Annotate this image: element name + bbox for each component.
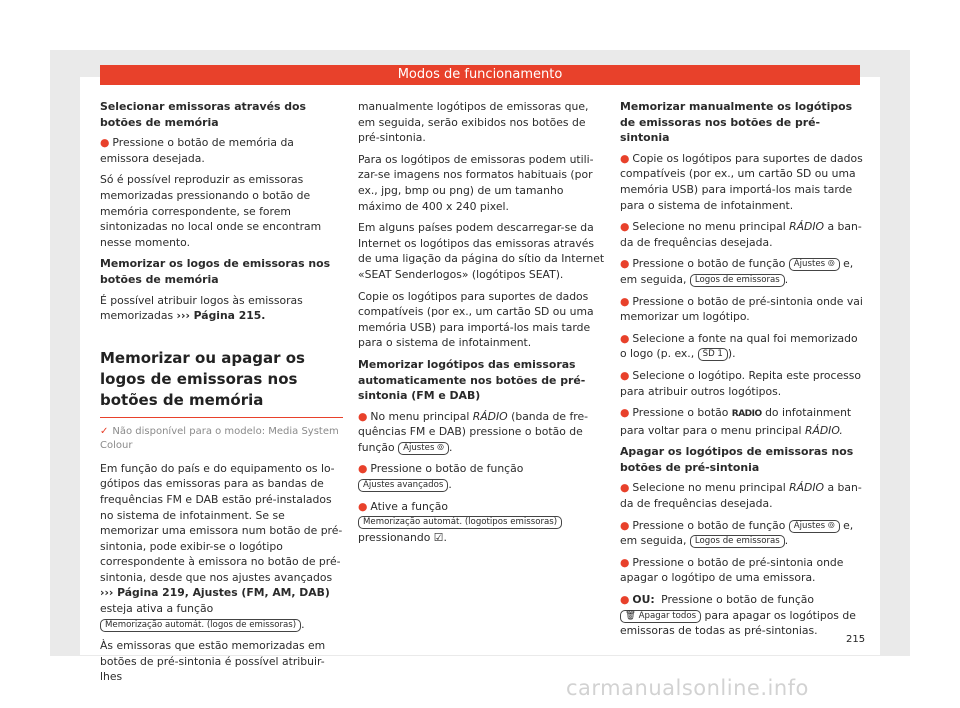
heading-memorize-logos: Memorizar os logos de emissoras nos botões de memória [100,257,331,286]
bullet-icon: ● [620,257,630,271]
function-button-logos-emissoras[interactable]: Logos de emissoras [690,535,785,548]
paragraph: Copie os logótipos para suportes de dados compatíveis (por ex., um cartão SD ou uma memória USB) para importá-los mais tarde para o sistema de infotainment. [358,289,594,350]
radio-waves-icon: ⦾ [827,520,835,531]
heading-auto-logos: Memorizar logótipos das emissoras automaticamente nos botões de pré-sintonia (FM e DAB) [358,357,586,403]
bullet-icon: ● [100,136,110,150]
paragraph: Em função do país e do equipamento os logótipos das emissoras para as bandas de frequências FM e DAB estão pré-instalados no sistema de infotainment. Se se memorizar uma emissora num botão de pré-sintonia, pode exibir-se o logótipo correspondente à emissora no botão de pré-sintonia, desde que nos ajustes avançados ››› Página 219, Ajustes (FM, AM, DAB) esteja ativa a função Memorização automát. (logos de emissoras) . [100,461,343,631]
list-item: ● OU: Pressione o botão de função 🗑 Apagar todos para apagar os logótipos de emissoras de todas as pré-sintonias. [620,593,856,638]
bullet-icon: ● [620,406,630,420]
trash-icon: 🗑 [625,610,636,621]
watermark: carmanualsonline.info [566,676,809,700]
paragraph: Às emissoras que estão memorizadas em botões de pré-sintonia é possível atribuir-lhes [100,639,326,684]
heading-delete-logos: Apagar os logótipos de emissoras nos botões de pré-sintonia [620,445,854,474]
list-item: ● Copie os logótipos para suportes de dados compatíveis (por ex., um cartão SD ou uma memória USB) para importá-los mais tarde para o sistema de infotainment. [620,151,863,212]
paragraph: Em alguns países podem descarregar-se da Internet os logótipos das emissoras através de uma ligação da página do sítio da Internet «SEAT Senderlogos» (logótipos SEAT). [358,221,605,281]
function-button-memorizacao-automatica[interactable]: Memorização automát. (logotipos emissoras) [358,516,562,529]
list-item: ● Selecione no menu principal RÁDIO a banda de frequências desejada. [620,481,862,511]
function-button-ajustes[interactable]: Ajustes ⦾ [398,442,449,455]
checkbox-icon: ☑ [433,530,444,544]
bullet-icon: ● [620,593,630,607]
list-item: ● Ative a função Memorização automát. (logotipos emissoras) pressionando ☑. [358,499,606,546]
list-item: ● Selecione a fonte na qual foi memorizado o logo (p. ex., SD 1 ). [620,331,858,361]
function-button-ajustes[interactable]: Ajustes ⦾ [789,258,840,271]
list-item: ● Pressione o botão de função Ajustes avançados . [358,462,524,492]
list-item: ● Pressione o botão de função Ajustes ⦾ e, em seguida, Logos de emissoras . [620,518,854,548]
list-item: ● No menu principal RÁDIO (banda de frequências FM e DAB) pressione o botão de função Ajustes ⦾ . [358,409,589,454]
bullet-icon: ● [620,331,630,345]
function-button-memorizacao[interactable]: Memorização automát. (logos de emissoras) [100,619,301,632]
function-button-apagar-todos[interactable]: 🗑 Apagar todos [620,610,701,623]
page-reference-link[interactable]: ››› Página 215. [176,309,266,323]
list-item: ● Selecione o logótipo. Repita este processo para atribuir outros logótipos. [620,368,861,398]
bullet-icon: ● [620,481,630,495]
bullet-icon: ● [620,368,630,382]
heading-select-stations: Selecionar emissoras através dos botões de memória [100,100,306,129]
page-number: 215 [846,634,866,645]
availability-note: ✓ Não disponível para o modelo: Media System Colour [100,425,339,451]
function-button-sd1[interactable]: SD 1 [698,348,728,361]
heading-manual-logos: Memorizar manualmente os logótipos de emissoras nos botões de pré-sintonia [620,100,853,145]
paragraph: Para os logótipos de emissoras podem utilizar-se imagens nos formatos habituais (por ex., jpg, bmp ou png) de um tamanho máximo de 400 x 240 pixel. [358,152,594,213]
column-1 [100,99,343,691]
column-3 [620,99,866,645]
paragraph: É possível atribuir logos às emissoras memorizadas ››› Página 215. [100,293,303,323]
bullet-icon: ● [358,409,368,423]
bullet-icon: ● [358,462,368,476]
column-2 [358,99,606,551]
paragraph: Só é possível reproduzir as emissoras memorizadas pressionando o botão de memória correspondente, se forem sintonizadas no local onde se encontram nesse momento. [100,173,322,249]
function-button-ajustes-avancados[interactable]: Ajustes avançados [358,479,448,492]
bullet-icon: ● [620,220,630,234]
list-item: ● Selecione no menu principal RÁDIO a banda de frequências desejada. [620,220,862,249]
radio-waves-icon: ⦾ [827,259,835,270]
list-item: ● Pressione o botão de memória da emissora desejada. [100,136,294,165]
bullet-icon: ● [620,555,630,569]
radio-hardware-button: RADIO [731,409,762,420]
check-icon: ✓ [100,425,109,437]
bullet-icon: ● [358,499,368,513]
bullet-icon: ● [620,294,630,308]
section-title: Memorizar ou apagar os logos de emissoras nos botões de memória [100,338,343,418]
list-item: ● Pressione o botão RADIO do infotainment para voltar para o menu principal RÁDIO. [620,406,852,437]
bullet-icon: ● [620,518,630,532]
list-item: ● Pressione o botão de pré-sintonia onde apagar o logótipo de uma emissora. [620,555,844,585]
function-button-ajustes[interactable]: Ajustes ⦾ [789,520,840,533]
list-item: ● Pressione o botão de função Ajustes ⦾ e, em seguida, Logos de emissoras . [620,257,854,286]
page-reference-link[interactable]: ››› Página 219, Ajustes (FM, AM, DAB) [100,586,330,600]
radio-waves-icon: ⦾ [437,442,445,453]
function-button-logos-emissoras[interactable]: Logos de emissoras [690,274,785,287]
list-item: ● Pressione o botão de pré-sintonia onde vai memorizar um logótipo. [620,294,863,324]
page-title: Modos de funcionamento [100,65,860,85]
paragraph: manualmente logótipos de emissoras que, em seguida, serão exibidos nos botões de pré-sintonia. [358,100,589,145]
bullet-icon: ● [620,151,630,165]
